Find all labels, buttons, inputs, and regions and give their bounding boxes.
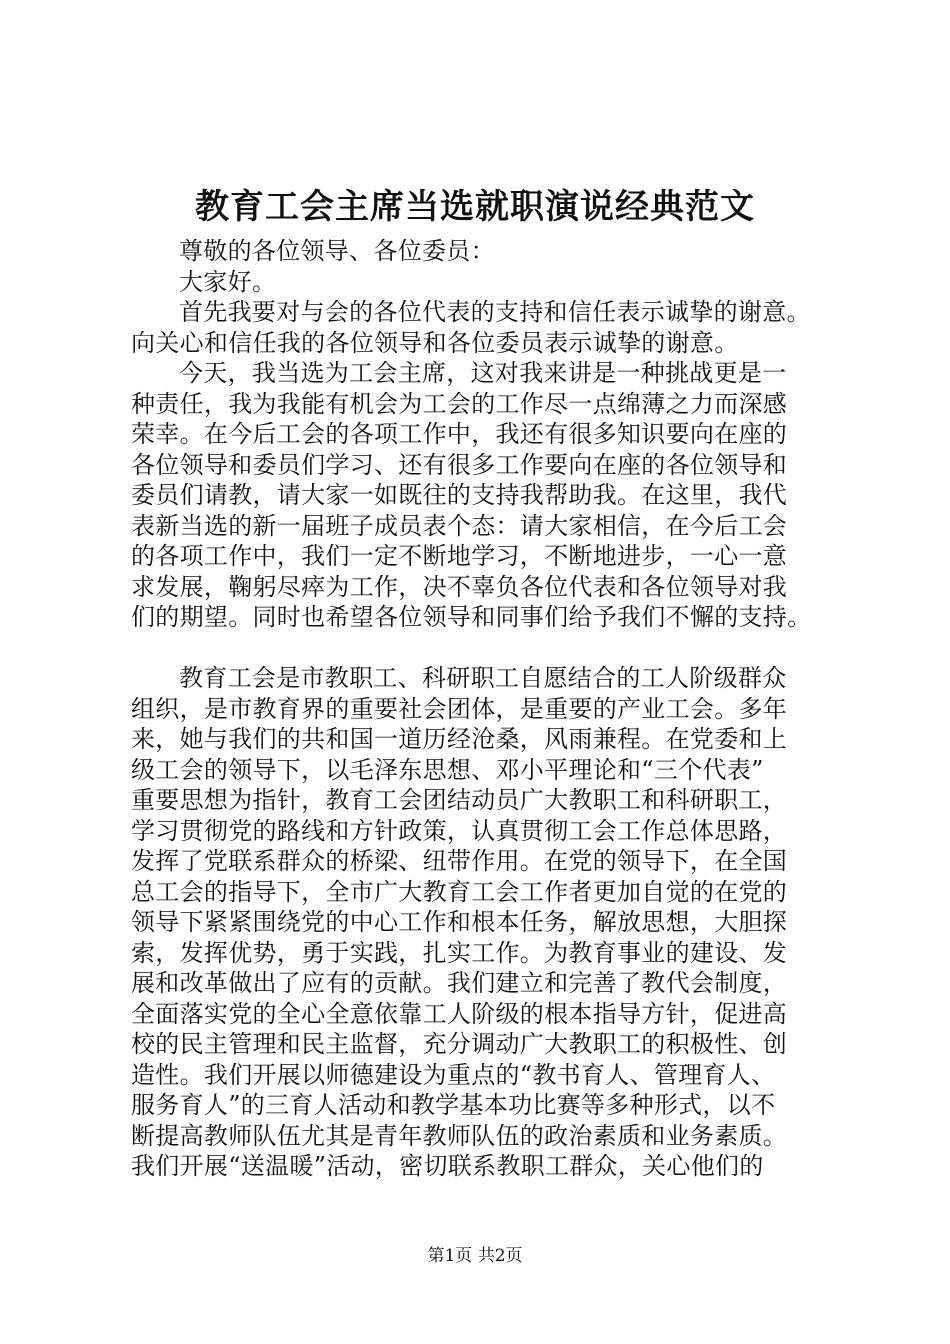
text-line: 向关心和信任我的各位领导和各位委员表示诚挚的谢意。 xyxy=(131,328,739,357)
text-line: 造性。我们开展以师德建设为重点的“教书育人、管理育人、 xyxy=(131,1060,776,1089)
text-line: 种责任，我为我能有机会为工会的工作尽一点绵薄之力而深感 xyxy=(131,389,788,418)
text-line: 级工会的领导下，以毛泽东思想、邓小平理论和“三个代表” xyxy=(131,755,764,784)
text-line: 尊敬的各位领导、各位委员： xyxy=(179,237,495,265)
text-line: 全面落实党的全心全意依靠工人阶级的根本指导方针，促进高 xyxy=(131,999,788,1028)
text-line: 我们开展“送温暖”活动，密切联系教职工群众，关心他们的 xyxy=(131,1152,764,1180)
text-line: 荣幸。在今后工会的各项工作中，我还有很多知识要向在座的 xyxy=(131,420,788,448)
text-line: 的各项工作中，我们一定不断地学习，不断地进步，一心一意 xyxy=(131,542,788,570)
paragraph-gap xyxy=(131,633,851,664)
text-line: 表新当选的新一届班子成员表个态：请大家相信，在今后工会 xyxy=(131,511,788,540)
text-line: 各位领导和委员们学习、还有很多工作要向在座的各位领导和 xyxy=(131,450,788,479)
text-line: 首先我要对与会的各位代表的支持和信任表示诚挚的谢意。 xyxy=(179,298,811,326)
text-line: 重要思想为指针，教育工会团结动员广大教职工和科研职工， xyxy=(131,786,788,814)
text-line: 总工会的指导下，全市广大教育工会工作者更加自觉的在党的 xyxy=(131,877,788,906)
text-line: 展和改革做出了应有的贡献。我们建立和完善了教代会制度， xyxy=(131,969,788,997)
text-line: 学习贯彻党的路线和方针政策，认真贯彻工会工作总体思路， xyxy=(131,816,788,845)
text-line: 发挥了党联系群众的桥梁、纽带作用。在党的领导下，在全国 xyxy=(131,847,788,875)
text-line: 来，她与我们的共和国一道历经沧桑，风雨兼程。在党委和上 xyxy=(131,725,788,753)
text-line: 委员们请教，请大家一如既往的支持我帮助我。在这里，我代 xyxy=(131,481,788,509)
text-line: 组织，是市教育界的重要社会团体，是重要的产业工会。多年 xyxy=(131,694,788,723)
text-line: 们的期望。同时也希望各位领导和同事们给予我们不懈的支持。 xyxy=(131,603,812,631)
text-line: 领导下紧紧围绕党的中心工作和根本任务，解放思想，大胆探 xyxy=(131,908,788,936)
document-body xyxy=(131,236,851,1182)
text-line: 教育工会是市教职工、科研职工自愿结合的工人阶级群众 xyxy=(179,664,787,692)
page-footer: 第1页 共2页 xyxy=(427,1246,523,1266)
text-line: 服务育人”的三育人活动和教学基本功比赛等多种形式，以不 xyxy=(131,1091,776,1119)
text-line: 今天，我当选为工会主席，这对我来讲是一种挑战更是一 xyxy=(179,359,787,387)
text-line: 大家好。 xyxy=(179,267,277,296)
text-line: 断提高教师队伍尤其是青年教师队伍的政治素质和业务素质。 xyxy=(131,1121,788,1150)
document-title: 教育工会主席当选就职演说经典范文 xyxy=(195,187,755,227)
text-line: 索，发挥优势，勇于实践，扎实工作。为教育事业的建设、发 xyxy=(131,938,788,967)
text-line: 求发展，鞠躬尽瘁为工作，决不辜负各位代表和各位领导对我 xyxy=(131,572,788,601)
text-line: 校的民主管理和民主监督，充分调动广大教职工的积极性、创 xyxy=(131,1030,788,1058)
